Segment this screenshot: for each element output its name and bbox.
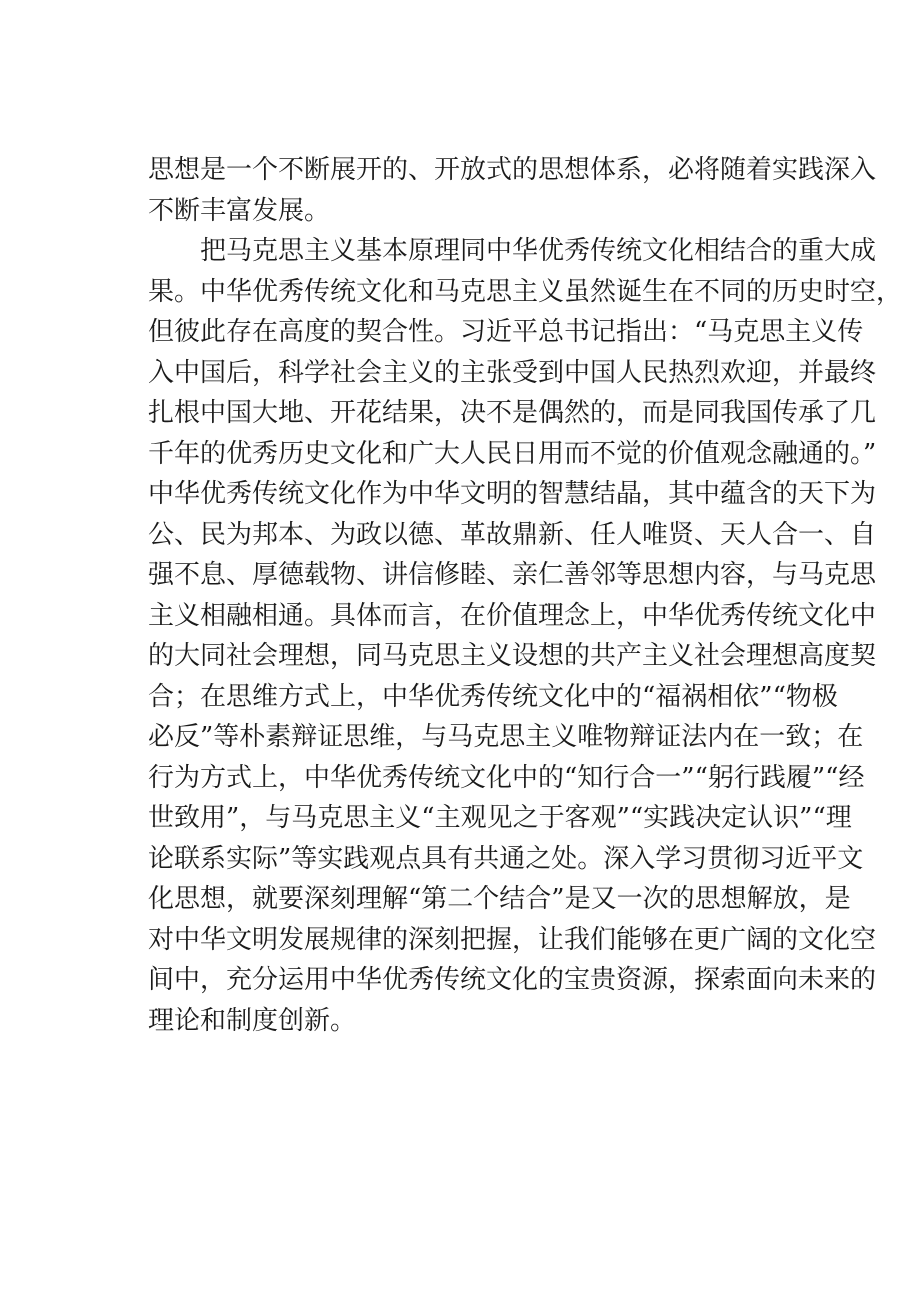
text-line: 但彼此存在高度的契合性。习近平总书记指出：“马克思主义传 (148, 317, 864, 347)
text-line: 公、民为邦本、为政以德、革故鼎新、任人唯贤、天人合一、自 (148, 519, 877, 550)
text-line: 的大同社会理想，同马克思主义设想的共产主义社会理想高度契 (148, 641, 877, 671)
text-line: 把马克思主义基本原理同中华优秀传统文化相结合的重大成 (200, 236, 877, 266)
text-line: 入中国后，科学社会主义的主张受到中国人民热烈欢迎，并最终 (148, 357, 877, 388)
paragraph-1 (148, 150, 877, 231)
text-line: 对中华文明发展规律的深刻把握，让我们能够在更广阔的文化空 (148, 924, 877, 955)
text-line: 千年的优秀历史文化和广大人民日用而不觉的价值观念融通的。” (148, 438, 877, 469)
text-line: 思想是一个不断展开的、开放式的思想体系，必将随着实践深入 (148, 155, 877, 185)
text-line: 必反”等朴素辩证思维，与马克思主义唯物辩证法内在一致；在 (148, 722, 864, 752)
paragraph-2 (148, 231, 903, 1041)
document-body (148, 150, 903, 1041)
text-line: 合；在思维方式上，中华优秀传统文化中的“福祸相依”“物极 (148, 681, 838, 712)
text-line: 化思想，就要深刻理解“第二个结合”是又一次的思想解放，是 (148, 884, 851, 914)
text-line: 理论和制度创新。 (148, 1005, 357, 1036)
text-line: 世致用”，与马克思主义“主观见之于客观”“实践决定认识”“理 (148, 803, 852, 833)
text-line: 不断丰富发展。 (148, 195, 331, 226)
text-line: 间中，充分运用中华优秀传统文化的宝贵资源，探索面向未来的 (148, 965, 877, 995)
text-line: 强不息、厚德载物、讲信修睦、亲仁善邻等思想内容，与马克思 (148, 560, 877, 590)
text-line: 主义相融相通。具体而言，在价值理念上，中华优秀传统文化中 (148, 600, 877, 631)
text-line: 中华优秀传统文化作为中华文明的智慧结晶，其中蕴含的天下为 (148, 479, 877, 509)
text-line: 扎根中国大地、开花结果，决不是偶然的，而是同我国传承了几 (148, 398, 877, 428)
text-line: 论联系实际”等实践观点具有共通之处。深入学习贯彻习近平文 (148, 843, 864, 874)
text-line: 果。中华优秀传统文化和马克思主义虽然诞生在不同的历史时空， (148, 276, 903, 307)
text-line: 行为方式上，中华优秀传统文化中的“知行合一”“躬行践履”“经 (148, 762, 865, 793)
